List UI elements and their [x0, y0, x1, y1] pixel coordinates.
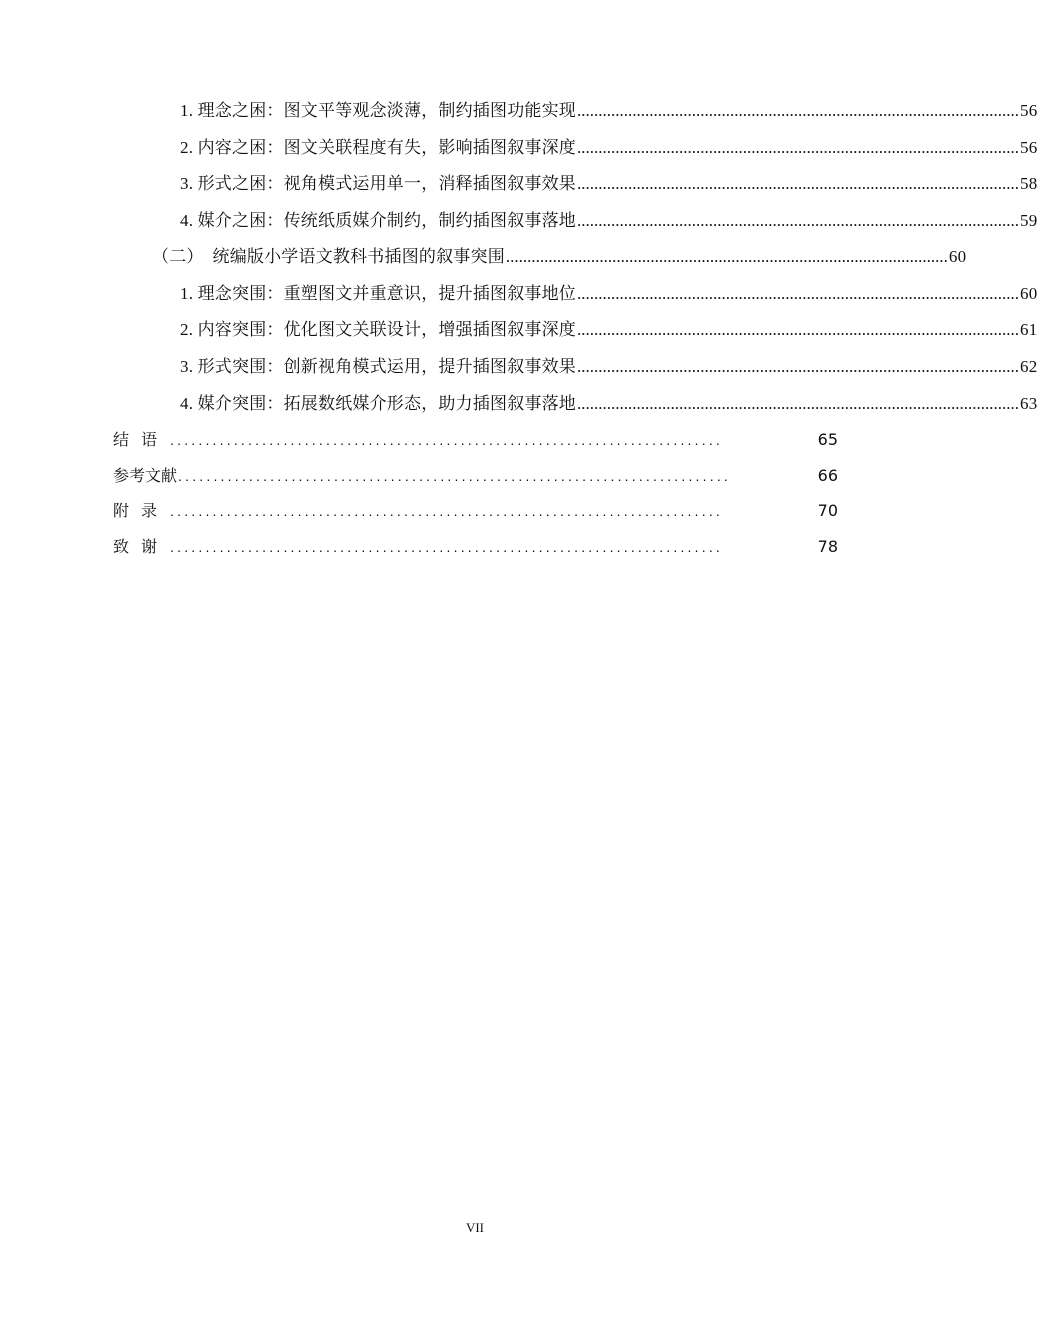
- toc-page-number: 56: [1020, 138, 1037, 157]
- toc-page-number: 65: [817, 430, 838, 449]
- toc-entry-label: 4. 媒介之困：传统纸质媒介制约，制约插图叙事落地: [180, 211, 576, 230]
- toc-dot-leader: ........................................................................................................: [577, 211, 1019, 230]
- toc-entry[interactable]: [152, 242, 967, 267]
- toc-entry-label: 1. 理念之困：图文平等观念淡薄，制约插图功能实现: [180, 101, 576, 120]
- toc-entry-label: 致谢: [113, 537, 170, 556]
- toc-entry-label: 2. 内容突围：优化图文关联设计，增强插图叙事深度: [180, 320, 576, 339]
- toc-dot-leader: ........................................................................................................: [577, 357, 1019, 376]
- toc-page-number: 59: [1020, 211, 1037, 230]
- toc-page-number: 60: [1020, 284, 1037, 303]
- toc-page-number: 56: [1020, 101, 1037, 120]
- toc-entry[interactable]: [180, 206, 1037, 231]
- toc-page-number: 63: [1020, 394, 1037, 413]
- toc-entry[interactable]: [180, 315, 1037, 340]
- toc-page-number: 60: [948, 247, 967, 266]
- toc-dot-leader: ........................................................................................................: [577, 284, 1019, 303]
- toc-dot-leader: ..............................................................................: [178, 468, 732, 484]
- toc-dot-leader: ........................................................................................................: [577, 174, 1019, 193]
- toc-entry-acknowledgements[interactable]: [113, 534, 838, 557]
- toc-page-number: 78: [817, 537, 838, 556]
- toc-dot-leader: ..............................................................................: [170, 432, 724, 448]
- toc-dot-leader: ........................................................................................................: [577, 101, 1019, 120]
- toc-entry[interactable]: [180, 352, 1037, 377]
- toc-entry[interactable]: [180, 169, 1037, 194]
- toc-entry[interactable]: [180, 279, 1037, 304]
- toc-dot-leader: ........................................................................................................: [505, 247, 948, 266]
- toc-entry-references[interactable]: [113, 463, 838, 486]
- toc-entry-label: 3. 形式突围：创新视角模式运用，提升插图叙事效果: [180, 357, 576, 376]
- toc-dot-leader: ..............................................................................: [170, 503, 724, 519]
- toc-entry-label: 附录: [113, 501, 170, 520]
- toc-entry[interactable]: [180, 96, 1037, 121]
- toc-entry[interactable]: [180, 133, 1037, 158]
- toc-entry-label: 3. 形式之困：视角模式运用单一，消释插图叙事效果: [180, 174, 576, 193]
- toc-dot-leader: ........................................................................................................: [577, 320, 1019, 339]
- toc-entry-label: 参考文献: [113, 466, 178, 485]
- toc-page-number: 70: [817, 501, 838, 520]
- toc-entry-conclusion[interactable]: [113, 427, 838, 450]
- toc-entry-label: 4. 媒介突围：拓展数纸媒介形态，助力插图叙事落地: [180, 394, 576, 413]
- toc-entry-label: 2. 内容之困：图文关联程度有失，影响插图叙事深度: [180, 138, 576, 157]
- toc-entry-appendix[interactable]: [113, 498, 838, 521]
- toc-entry-label: 1. 理念突围：重塑图文并重意识，提升插图叙事地位: [180, 284, 576, 303]
- toc-dot-leader: ..............................................................................: [170, 539, 724, 555]
- toc-entry-label: （二） 统编版小学语文教科书插图的叙事突围: [152, 247, 505, 266]
- toc-entry[interactable]: [180, 389, 1037, 414]
- toc-page-number: 62: [1020, 357, 1037, 376]
- toc-page-number: 58: [1020, 174, 1037, 193]
- page-number-footer: VII: [465, 1220, 485, 1235]
- toc-dot-leader: ........................................................................................................: [577, 138, 1019, 157]
- toc-page-number: 61: [1020, 320, 1037, 339]
- toc-page-number: 66: [817, 466, 838, 485]
- toc-dot-leader: ........................................................................................................: [577, 394, 1019, 413]
- toc-entry-label: 结语: [113, 430, 170, 449]
